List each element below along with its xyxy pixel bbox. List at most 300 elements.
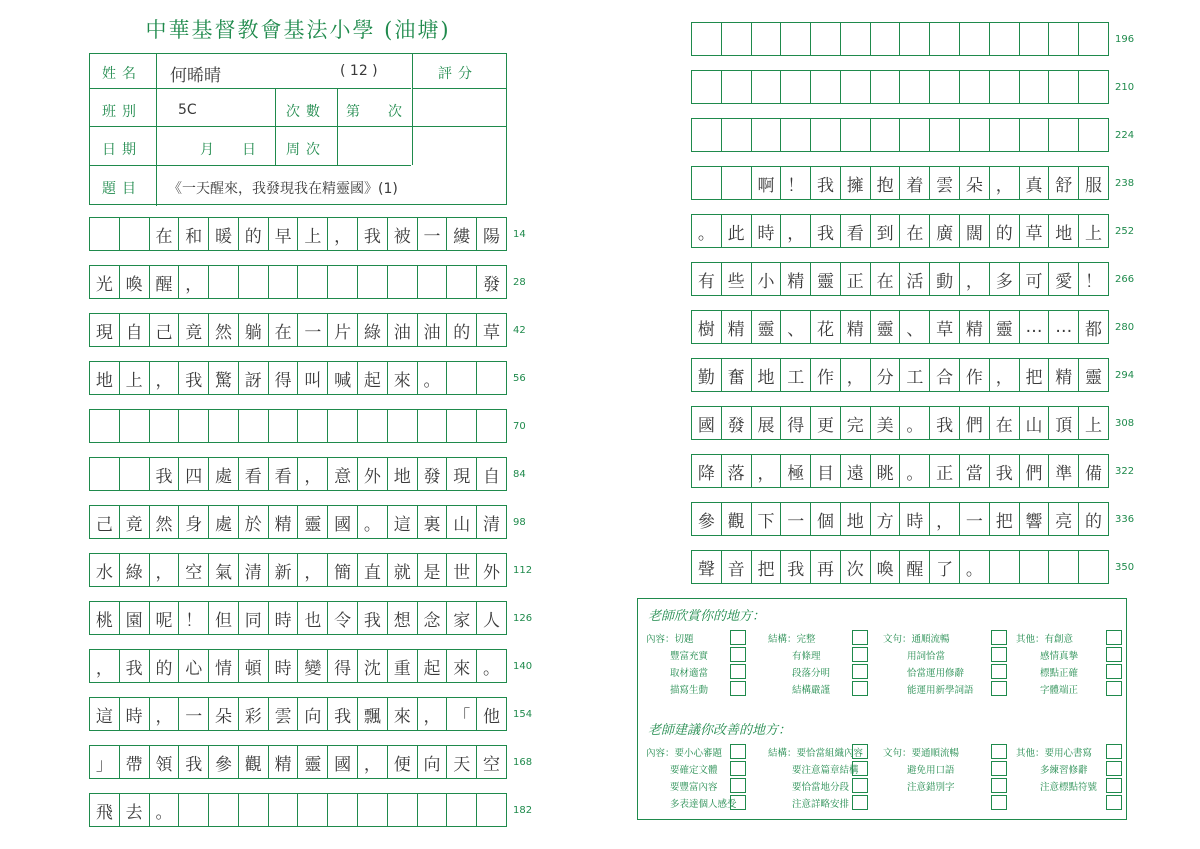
grid-cell xyxy=(209,410,239,442)
grid-cell: ， xyxy=(418,698,448,730)
grid-cell: 。 xyxy=(150,794,180,826)
feedback-checkbox[interactable] xyxy=(730,681,746,696)
grid-cell: 山 xyxy=(447,506,477,538)
feedback-checkbox[interactable] xyxy=(852,761,868,776)
grid-cell: 草 xyxy=(1020,215,1050,247)
feedback-item: 多練習修辭 xyxy=(1040,765,1088,776)
feedback-checkbox[interactable] xyxy=(730,664,746,679)
grid-cell: 外 xyxy=(358,458,388,490)
grid-cell xyxy=(871,119,901,151)
left-row-2 xyxy=(89,265,507,299)
grid-cell: 靈 xyxy=(871,311,901,343)
grid-cell: 極 xyxy=(781,455,811,487)
right-row-3 xyxy=(691,118,1109,152)
grid-cell: 抱 xyxy=(871,167,901,199)
feedback-item: 其他：要用心書寫 xyxy=(1016,748,1093,759)
feedback-item: 文句：要通順流暢 xyxy=(883,748,960,759)
grid-cell: ， xyxy=(90,650,120,682)
char-count-label: 98 xyxy=(513,517,526,528)
grid-cell: 更 xyxy=(811,407,841,439)
grid-cell: 發 xyxy=(483,274,501,295)
grid-cell: 。 xyxy=(900,455,930,487)
topic-value: 《一天醒來，我發現我在精靈國》(1) xyxy=(168,181,398,197)
feedback-checkbox[interactable] xyxy=(1106,795,1122,810)
week-label: 周次 xyxy=(286,142,326,158)
grid-cell: 我 xyxy=(179,362,209,394)
feedback-item: 有條理 xyxy=(792,651,821,662)
grid-cell: 一 xyxy=(298,314,328,346)
grid-cell xyxy=(1049,71,1079,103)
grid-cell xyxy=(871,71,901,103)
grid-cell: … xyxy=(1049,311,1079,343)
grid-cell: 便 xyxy=(388,746,418,778)
grid-cell xyxy=(388,266,418,298)
grid-cell: 我 xyxy=(930,407,960,439)
grid-cell: ， xyxy=(752,455,782,487)
grid-cell xyxy=(781,119,811,151)
grid-cell: 目 xyxy=(811,455,841,487)
grid-cell: 和 xyxy=(179,218,209,250)
char-count-label: 70 xyxy=(513,421,526,432)
feedback-checkbox[interactable] xyxy=(991,744,1007,759)
grid-cell: 縷 xyxy=(447,218,477,250)
grid-cell xyxy=(722,167,752,199)
suggest-title: 老師建議你改善的地方： xyxy=(648,723,792,738)
grid-cell: 動 xyxy=(930,263,960,295)
grid-cell: 園 xyxy=(120,602,150,634)
left-row-5 xyxy=(89,409,507,443)
grid-cell: 四 xyxy=(179,458,209,490)
grid-cell: 發 xyxy=(418,458,448,490)
grid-cell xyxy=(871,23,901,55)
grid-cell: 念 xyxy=(418,602,448,634)
feedback-item: 要恰當地分段 xyxy=(792,782,850,793)
grid-cell: 正 xyxy=(930,455,960,487)
left-row-3 xyxy=(89,313,507,347)
grid-cell xyxy=(1079,71,1108,103)
grid-cell: 竟 xyxy=(179,314,209,346)
grid-cell: 可 xyxy=(1020,263,1050,295)
grid-cell: 展 xyxy=(752,407,782,439)
grid-cell: ， xyxy=(990,359,1020,391)
grid-cell xyxy=(692,71,722,103)
grid-cell: 靈 xyxy=(811,263,841,295)
grid-cell: 綠 xyxy=(120,554,150,586)
grid-cell xyxy=(930,23,960,55)
grid-cell: 活 xyxy=(900,263,930,295)
feedback-item: 標點正確 xyxy=(1040,668,1079,679)
feedback-item: 結構：完整 xyxy=(768,634,816,645)
grid-cell: 一 xyxy=(179,698,209,730)
grid-cell: 人 xyxy=(483,610,501,631)
grid-cell: 靈 xyxy=(1085,367,1103,388)
grid-cell: 草 xyxy=(483,322,501,343)
grid-cell: 也 xyxy=(298,602,328,634)
grid-cell: 天 xyxy=(447,746,477,778)
grid-cell: 上 xyxy=(1085,415,1103,436)
feedback-checkbox[interactable] xyxy=(991,795,1007,810)
grid-cell: 意 xyxy=(328,458,358,490)
feedback-checkbox[interactable] xyxy=(991,761,1007,776)
feedback-item: 用詞恰當 xyxy=(907,651,946,662)
grid-cell: 光 xyxy=(90,266,120,298)
grid-cell: 的 xyxy=(1085,511,1103,532)
feedback-checkbox[interactable] xyxy=(730,630,746,645)
grid-cell: 看 xyxy=(239,458,269,490)
grid-cell: ， xyxy=(990,167,1020,199)
feedback-checkbox[interactable] xyxy=(730,778,746,793)
grid-cell: 竟 xyxy=(120,506,150,538)
grid-cell: 驚 xyxy=(209,362,239,394)
grid-cell xyxy=(358,266,388,298)
feedback-checkbox[interactable] xyxy=(1106,681,1122,696)
grid-cell: 喚 xyxy=(120,266,150,298)
grid-cell: 闊 xyxy=(960,215,990,247)
grid-cell: 來 xyxy=(447,650,477,682)
grid-cell: 起 xyxy=(418,650,448,682)
grid-cell: 朵 xyxy=(960,167,990,199)
grid-cell: 都 xyxy=(1085,319,1103,340)
grid-cell: 清 xyxy=(483,514,501,535)
grid-cell: 再 xyxy=(811,551,841,583)
grid-cell: 工 xyxy=(900,359,930,391)
feedback-checkbox[interactable] xyxy=(1106,778,1122,793)
grid-cell: 是 xyxy=(418,554,448,586)
feedback-item: 結構嚴謹 xyxy=(792,685,831,696)
right-row-9 xyxy=(691,406,1109,440)
feedback-item: 其他：有創意 xyxy=(1016,634,1074,645)
grid-cell: 簡 xyxy=(328,554,358,586)
grid-cell xyxy=(239,410,269,442)
grid-cell: 訝 xyxy=(239,362,269,394)
char-count-label: 252 xyxy=(1115,226,1135,237)
grid-cell xyxy=(358,794,388,826)
feedback-checkbox[interactable] xyxy=(991,630,1007,645)
grid-cell: 變 xyxy=(298,650,328,682)
grid-cell: 暖 xyxy=(209,218,239,250)
char-count-label: 182 xyxy=(513,805,533,816)
grid-cell: 下 xyxy=(752,503,782,535)
grid-cell: 降 xyxy=(692,455,722,487)
feedback-checkbox[interactable] xyxy=(1106,630,1122,645)
grid-cell xyxy=(692,23,722,55)
grid-cell xyxy=(781,23,811,55)
grid-cell: 現 xyxy=(90,314,120,346)
grid-cell: 參 xyxy=(209,746,239,778)
grid-cell: ， xyxy=(150,554,180,586)
feedback-item: 要確定文體 xyxy=(670,765,718,776)
grid-cell: 地 xyxy=(1049,215,1079,247)
grid-cell: 勤 xyxy=(692,359,722,391)
feedback-checkbox[interactable] xyxy=(1106,647,1122,662)
grid-cell xyxy=(841,71,871,103)
grid-cell xyxy=(811,23,841,55)
grid-cell xyxy=(179,410,209,442)
feedback-item: 段落分明 xyxy=(792,668,831,679)
grid-cell: 雲 xyxy=(930,167,960,199)
grid-cell: 發 xyxy=(722,407,752,439)
left-row-10 xyxy=(89,649,507,683)
grid-cell: 清 xyxy=(239,554,269,586)
school-title: 中華基督教會基法小學 (油塘) xyxy=(145,18,451,42)
grid-cell: ， xyxy=(298,458,328,490)
feedback-item: 避免用口語 xyxy=(907,765,955,776)
grid-cell: ， xyxy=(150,698,180,730)
grid-cell xyxy=(447,266,477,298)
feedback-item: 文句：通順流暢 xyxy=(883,634,950,645)
grid-cell xyxy=(900,23,930,55)
grid-cell: 時 xyxy=(752,215,782,247)
grid-cell: 上 xyxy=(298,218,328,250)
feedback-checkbox[interactable] xyxy=(1106,664,1122,679)
feedback-item: 內容：要小心審題 xyxy=(646,748,723,759)
name-value: 何晞晴 xyxy=(170,66,221,86)
left-row-4 xyxy=(89,361,507,395)
grid-cell: 來 xyxy=(388,698,418,730)
grid-cell xyxy=(418,794,448,826)
grid-cell: 精 xyxy=(960,311,990,343)
grid-cell xyxy=(841,23,871,55)
grid-cell xyxy=(447,794,477,826)
char-count-label: 224 xyxy=(1115,130,1135,141)
grid-cell: 領 xyxy=(150,746,180,778)
char-count-label: 154 xyxy=(513,709,533,720)
grid-cell xyxy=(1079,119,1108,151)
feedback-checkbox[interactable] xyxy=(1106,744,1122,759)
grid-cell: 花 xyxy=(811,311,841,343)
feedback-checkbox[interactable] xyxy=(852,664,868,679)
grid-cell xyxy=(269,410,299,442)
char-count-label: 266 xyxy=(1115,274,1135,285)
grid-cell: 他 xyxy=(483,706,501,727)
grid-cell: 想 xyxy=(388,602,418,634)
grid-cell: 眺 xyxy=(871,455,901,487)
left-row-1 xyxy=(89,217,507,251)
grid-cell: 雲 xyxy=(269,698,299,730)
feedback-checkbox[interactable] xyxy=(852,778,868,793)
feedback-item: 注意標點符號 xyxy=(1040,782,1098,793)
char-count-label: 84 xyxy=(513,469,526,480)
grid-cell: 重 xyxy=(388,650,418,682)
grid-cell: ， xyxy=(298,554,328,586)
feedback-item: 取材適當 xyxy=(670,668,709,679)
grid-cell xyxy=(811,119,841,151)
grid-cell: 處 xyxy=(209,458,239,490)
grid-cell: 。 xyxy=(900,407,930,439)
grid-cell: 我 xyxy=(811,167,841,199)
grid-cell: 的 xyxy=(990,215,1020,247)
grid-cell: 有 xyxy=(692,263,722,295)
grid-cell: 時 xyxy=(269,602,299,634)
grid-cell: 我 xyxy=(811,215,841,247)
grid-cell: ， xyxy=(781,215,811,247)
grid-cell: 自 xyxy=(120,314,150,346)
grid-cell xyxy=(990,23,1020,55)
grid-cell: 飛 xyxy=(90,794,120,826)
grid-cell: 一 xyxy=(781,503,811,535)
feedback-checkbox[interactable] xyxy=(852,744,868,759)
grid-cell: 空 xyxy=(179,554,209,586)
feedback-checkbox[interactable] xyxy=(991,664,1007,679)
grid-cell xyxy=(90,410,120,442)
grid-cell: 地 xyxy=(388,458,418,490)
grid-cell: 準 xyxy=(1049,455,1079,487)
grid-cell: 然 xyxy=(209,314,239,346)
grid-cell: 。 xyxy=(358,506,388,538)
grid-cell: 上 xyxy=(1085,223,1103,244)
grid-cell: 靈 xyxy=(990,311,1020,343)
grid-cell: 在 xyxy=(871,263,901,295)
right-row-6 xyxy=(691,262,1109,296)
grid-cell xyxy=(752,119,782,151)
grid-cell: 些 xyxy=(722,263,752,295)
grid-cell: 國 xyxy=(328,506,358,538)
grid-cell: 奮 xyxy=(722,359,752,391)
grid-cell: 參 xyxy=(692,503,722,535)
grid-cell: 服 xyxy=(1085,175,1103,196)
feedback-checkbox[interactable] xyxy=(991,647,1007,662)
topic-label: 題目 xyxy=(102,181,142,197)
grid-cell: 外 xyxy=(483,562,501,583)
grid-cell: 個 xyxy=(811,503,841,535)
grid-cell: 觀 xyxy=(722,503,752,535)
date-value: 月 日 xyxy=(200,142,256,158)
grid-cell: 美 xyxy=(871,407,901,439)
grid-cell: 帶 xyxy=(120,746,150,778)
grid-cell: ， xyxy=(960,263,990,295)
grid-cell: 心 xyxy=(179,650,209,682)
char-count-label: 238 xyxy=(1115,178,1135,189)
feedback-item: 豐富充實 xyxy=(670,651,709,662)
grid-cell xyxy=(930,71,960,103)
class-number: ( 12 ) xyxy=(340,63,378,79)
char-count-label: 322 xyxy=(1115,466,1135,477)
grid-cell xyxy=(990,71,1020,103)
right-row-11 xyxy=(691,502,1109,536)
grid-cell: 沈 xyxy=(358,650,388,682)
feedback-item: 注意詳略安排 xyxy=(792,799,850,810)
class-label: 班別 xyxy=(102,104,142,120)
grid-cell: 靈 xyxy=(298,746,328,778)
grid-cell xyxy=(752,23,782,55)
grid-cell xyxy=(447,362,477,394)
grid-cell: 就 xyxy=(388,554,418,586)
grid-cell xyxy=(328,266,358,298)
grid-cell: 陽 xyxy=(483,226,501,247)
feedback-checkbox[interactable] xyxy=(852,795,868,810)
char-count-label: 112 xyxy=(513,565,533,576)
grid-cell: 多 xyxy=(990,263,1020,295)
grid-cell: 草 xyxy=(930,311,960,343)
grid-cell xyxy=(388,794,418,826)
feedback-checkbox[interactable] xyxy=(730,647,746,662)
feedback-item: 結構：要恰當組織內容 xyxy=(768,748,864,759)
grid-cell: 精 xyxy=(841,311,871,343)
char-count-label: 56 xyxy=(513,373,526,384)
char-count-label: 294 xyxy=(1115,370,1135,381)
feedback-item: 字體端正 xyxy=(1040,685,1079,696)
char-count-label: 126 xyxy=(513,613,533,624)
grid-cell xyxy=(298,794,328,826)
right-row-7 xyxy=(691,310,1109,344)
grid-cell xyxy=(477,410,506,442)
grid-cell: 我 xyxy=(358,602,388,634)
grid-cell: 於 xyxy=(239,506,269,538)
grid-cell: 看 xyxy=(269,458,299,490)
feedback-checkbox[interactable] xyxy=(852,647,868,662)
grid-cell: 水 xyxy=(90,554,120,586)
count-label: 次數 xyxy=(286,104,326,120)
grid-cell: 被 xyxy=(388,218,418,250)
feedback-checkbox[interactable] xyxy=(991,681,1007,696)
grid-cell xyxy=(269,266,299,298)
grid-cell xyxy=(418,410,448,442)
grid-cell: 地 xyxy=(90,362,120,394)
grid-cell: 小 xyxy=(752,263,782,295)
left-row-8 xyxy=(89,553,507,587)
grid-cell xyxy=(120,410,150,442)
grid-cell xyxy=(1020,71,1050,103)
grid-cell xyxy=(239,266,269,298)
grid-cell xyxy=(328,410,358,442)
feedback-checkbox[interactable] xyxy=(852,630,868,645)
grid-cell: 氣 xyxy=(209,554,239,586)
grid-cell xyxy=(990,119,1020,151)
feedback-item: 要豐富內容 xyxy=(670,782,718,793)
feedback-checkbox[interactable] xyxy=(991,778,1007,793)
grid-cell: 我 xyxy=(120,650,150,682)
left-row-12 xyxy=(89,745,507,779)
grid-cell: 綠 xyxy=(358,314,388,346)
grid-cell: 空 xyxy=(483,754,501,775)
grid-cell: 起 xyxy=(358,362,388,394)
grid-cell: 正 xyxy=(841,263,871,295)
feedback-checkbox[interactable] xyxy=(730,744,746,759)
grid-cell: 得 xyxy=(269,362,299,394)
feedback-checkbox[interactable] xyxy=(730,761,746,776)
grid-cell: 啊 xyxy=(752,167,782,199)
grid-cell: 喚 xyxy=(871,551,901,583)
grid-cell xyxy=(477,362,506,394)
grid-cell: 地 xyxy=(752,359,782,391)
grid-cell xyxy=(418,266,448,298)
grid-cell: 來 xyxy=(388,362,418,394)
grid-cell xyxy=(781,71,811,103)
grid-cell: 新 xyxy=(269,554,299,586)
grid-cell: 完 xyxy=(841,407,871,439)
grid-cell xyxy=(692,119,722,151)
grid-cell: 國 xyxy=(692,407,722,439)
grid-cell xyxy=(960,119,990,151)
grid-cell: 片 xyxy=(328,314,358,346)
feedback-checkbox[interactable] xyxy=(852,681,868,696)
grid-cell: 作 xyxy=(960,359,990,391)
grid-cell: ， xyxy=(841,359,871,391)
grid-cell: 備 xyxy=(1085,463,1103,484)
grid-cell: 山 xyxy=(1020,407,1050,439)
grid-cell xyxy=(298,266,328,298)
grid-cell: 擁 xyxy=(841,167,871,199)
grid-cell xyxy=(90,218,120,250)
grid-cell xyxy=(1020,119,1050,151)
class-value: 5C xyxy=(178,102,197,118)
grid-cell xyxy=(1049,23,1079,55)
grid-cell: 朵 xyxy=(209,698,239,730)
feedback-checkbox[interactable] xyxy=(730,795,746,810)
feedback-checkbox[interactable] xyxy=(1106,761,1122,776)
grid-cell: 在 xyxy=(150,218,180,250)
grid-cell: 分 xyxy=(871,359,901,391)
